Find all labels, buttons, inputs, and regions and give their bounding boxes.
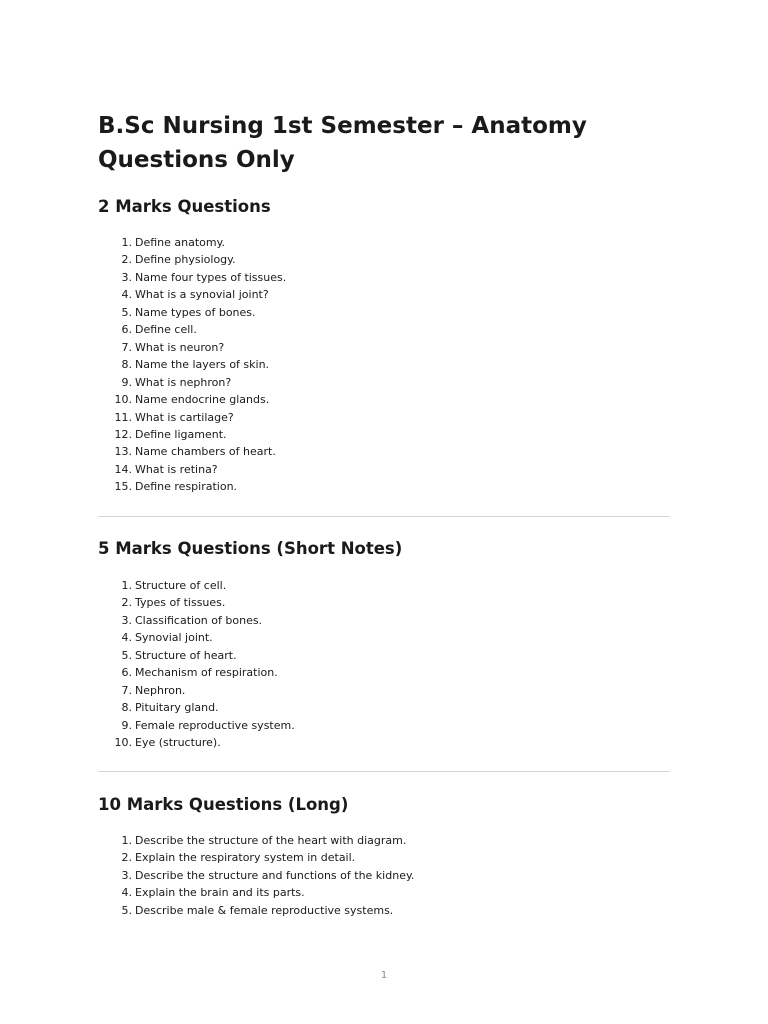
list-item [98, 612, 295, 629]
list-item-number: 10. [114, 393, 132, 407]
list-item [98, 269, 286, 286]
list-item-number: 11. [114, 410, 132, 424]
list-item [98, 356, 286, 373]
list-item-number: 8. [121, 358, 132, 372]
list-item-text: Pituitary gland. [135, 701, 219, 715]
section-heading-2-marks: 2 Marks Questions [98, 197, 271, 216]
list-item-number: 1. [121, 236, 132, 249]
list-item-number: 3. [121, 868, 132, 882]
list-item-text: Define cell. [135, 323, 197, 337]
question-list-2-marks [98, 234, 286, 496]
list-item [98, 664, 295, 681]
list-item-number: 7. [121, 340, 132, 354]
list-item-text: Mechanism of respiration. [135, 666, 278, 680]
list-item [98, 321, 286, 338]
list-item-number: 3. [121, 613, 132, 627]
list-item-text: Female reproductive system. [135, 718, 295, 732]
list-item [98, 902, 414, 919]
list-item-text: Types of tissues. [135, 596, 226, 610]
list-item-number: 10. [114, 736, 132, 750]
list-item-text: Define ligament. [135, 427, 227, 441]
list-item-number: 7. [121, 683, 132, 697]
list-item-text: Define physiology. [135, 253, 236, 267]
list-item-text: What is neuron? [135, 340, 225, 354]
list-item [98, 339, 286, 356]
list-item-text: Describe the structure of the heart with diagram. [135, 834, 407, 847]
list-item-text: Name four types of tissues. [135, 270, 287, 284]
list-item-number: 2. [121, 596, 132, 610]
section-heading-10-marks: 10 Marks Questions (Long) [98, 795, 349, 814]
list-item-text: Name endocrine glands. [135, 393, 270, 407]
list-item-number: 4. [121, 288, 132, 302]
list-item-text: Nephron. [135, 683, 186, 697]
list-item [98, 647, 295, 664]
list-item-text: Structure of cell. [135, 579, 227, 592]
list-item-number: 12. [114, 427, 132, 441]
section-divider [98, 771, 670, 772]
list-item-text: What is nephron? [135, 375, 232, 389]
list-item-text: Define anatomy. [135, 236, 226, 249]
list-item-text: Name chambers of heart. [135, 445, 276, 459]
list-item-number: 4. [121, 886, 132, 900]
list-item-text: Describe the structure and functions of the kidney. [135, 868, 415, 882]
question-list-10-marks [98, 832, 414, 919]
list-item-number: 8. [121, 701, 132, 715]
list-item-number: 1. [121, 579, 132, 592]
list-item-text: What is retina? [135, 462, 218, 476]
list-item [98, 682, 295, 699]
list-item-number: 5. [121, 903, 132, 917]
list-item-text: Explain the brain and its parts. [135, 886, 305, 900]
document-title: B.Sc Nursing 1st Semester – Anatomy Questions Only [98, 113, 587, 173]
list-item-text: What is a synovial joint? [135, 288, 269, 302]
list-item-number: 9. [121, 718, 132, 732]
list-item-text: Name types of bones. [135, 305, 256, 319]
section-heading-5-marks: 5 Marks Questions (Short Notes) [98, 539, 403, 558]
list-item-number: 9. [121, 375, 132, 389]
list-item-number: 13. [114, 445, 132, 459]
list-item-number: 5. [121, 648, 132, 662]
list-item-text: Describe male & female reproductive systems. [135, 903, 394, 917]
list-item [98, 478, 286, 495]
list-item [98, 409, 286, 426]
list-item-text: Define respiration. [135, 480, 238, 494]
list-item-number: 2. [121, 253, 132, 267]
list-item [98, 251, 286, 268]
list-item [98, 426, 286, 443]
list-item [98, 234, 286, 251]
list-item [98, 286, 286, 303]
list-item-number: 15. [114, 480, 132, 494]
list-item-number: 6. [121, 666, 132, 680]
list-item-number: 14. [114, 462, 132, 476]
question-list-5-marks [98, 577, 295, 752]
list-item-number: 6. [121, 323, 132, 337]
list-item-number: 2. [121, 851, 132, 865]
list-item-number: 1. [121, 834, 132, 847]
list-item-text: Explain the respiratory system in detail. [135, 851, 356, 865]
list-item-text: Name the layers of skin. [135, 358, 270, 372]
list-item [98, 832, 414, 849]
list-item [98, 461, 286, 478]
page-number: 1 [380, 970, 388, 981]
list-item [98, 391, 286, 408]
list-item [98, 867, 414, 884]
list-item [98, 629, 295, 646]
list-item [98, 594, 295, 611]
list-item [98, 577, 295, 594]
list-item [98, 699, 295, 716]
list-item-number: 3. [121, 270, 132, 284]
list-item-number: 5. [121, 305, 132, 319]
list-item-text: Synovial joint. [135, 631, 213, 645]
list-item-text: Structure of heart. [135, 648, 237, 662]
list-item [98, 734, 295, 751]
list-item-text: Eye (structure). [135, 736, 221, 750]
list-item-text: Classification of bones. [135, 613, 263, 627]
list-item [98, 304, 286, 321]
list-item [98, 443, 286, 460]
list-item-text: What is cartilage? [135, 410, 234, 424]
list-item [98, 717, 295, 734]
list-item [98, 374, 286, 391]
section-divider [98, 516, 670, 517]
list-item-number: 4. [121, 631, 132, 645]
list-item [98, 849, 414, 866]
list-item [98, 884, 414, 901]
